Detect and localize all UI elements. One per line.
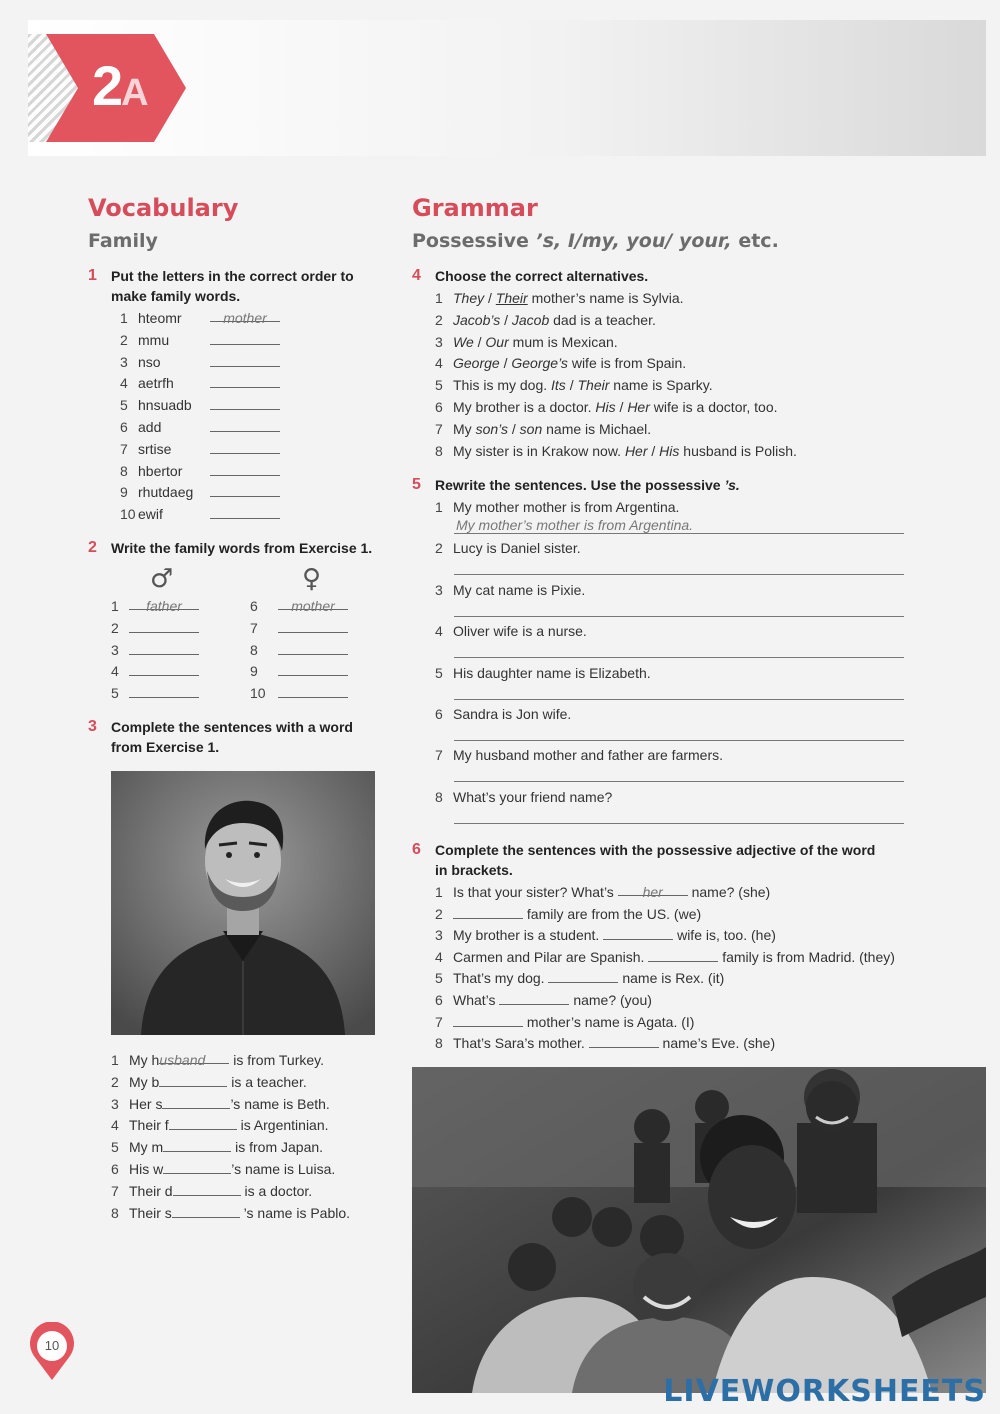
answer-blank[interactable]: her	[618, 882, 688, 896]
sentence-start: My m	[129, 1139, 164, 1156]
ex1-item	[120, 439, 280, 459]
ex3-instruction-line2: from Exercise 1.	[111, 739, 220, 755]
item-number: 3	[435, 582, 443, 598]
option-separator: /	[473, 333, 486, 350]
item-number: 5	[111, 1139, 119, 1156]
answer-blank[interactable]	[169, 1116, 237, 1130]
ex5-item	[435, 745, 723, 765]
item-number: 4	[435, 948, 443, 965]
sentence-text: My cat name is Pixie.	[453, 582, 586, 598]
answer-line[interactable]	[454, 806, 904, 824]
answer-blank[interactable]	[210, 462, 280, 476]
sentence-text: His daughter name is Elizabeth.	[453, 665, 651, 681]
item-number: 3	[435, 333, 443, 350]
sentence-start: Her s	[129, 1095, 163, 1112]
sentence-start: Their d	[129, 1182, 173, 1199]
grammar-subtitle-part2: ’s, I/	[535, 230, 582, 252]
ex5-item	[435, 580, 585, 600]
unit-label	[92, 54, 147, 117]
ex2-male-item	[111, 596, 199, 616]
ex3-item	[111, 1137, 323, 1157]
ex1-item	[120, 308, 280, 328]
ex2-male-item	[111, 618, 199, 638]
vocabulary-subtitle: Family	[88, 230, 158, 252]
ex6-item	[435, 1033, 775, 1053]
ex4-instruction: Choose the correct alternatives.	[435, 268, 649, 284]
scrambled-word: hnsuadb	[138, 397, 192, 414]
female-icon: ♀	[302, 564, 322, 594]
item-number: 9	[250, 663, 258, 680]
scrambled-word: hbertor	[138, 462, 183, 479]
sentence-end: is from Turkey.	[229, 1052, 324, 1068]
sentence-end: is a teacher.	[227, 1073, 307, 1090]
ex6-item	[435, 990, 652, 1010]
option-a[interactable]: We	[453, 333, 474, 350]
sentence-end: mother’s name is Sylvia.	[527, 290, 684, 306]
item-number: 6	[120, 419, 128, 435]
ex2-female-item	[250, 661, 348, 681]
option-separator: /	[484, 290, 496, 306]
sentence-end: mother’s name is Agata. (I)	[523, 1013, 695, 1030]
item-number: 3	[435, 927, 443, 944]
family-photo	[412, 1067, 986, 1393]
sentence-end: wife is, too. (he)	[673, 927, 776, 944]
item-number: 6	[435, 706, 443, 722]
scrambled-word: nso	[138, 353, 161, 370]
ex2-female-item	[250, 640, 348, 660]
sentence-end: family is from Madrid. (they)	[718, 948, 895, 965]
sentence-end: ’s name is Luisa.	[231, 1161, 336, 1177]
sentence-end: name is Michael.	[542, 420, 652, 437]
ex3-item	[111, 1050, 324, 1070]
answer-blank[interactable]	[163, 1138, 231, 1152]
answer-line[interactable]	[454, 764, 904, 782]
option-a[interactable]: Its	[551, 377, 566, 394]
item-number: 8	[120, 462, 128, 479]
vocabulary-title: Vocabulary	[88, 194, 239, 222]
ex1-item	[120, 482, 280, 502]
answer-line[interactable]	[454, 723, 904, 741]
unit-number: 2	[92, 54, 122, 117]
sentence-end: husband is Polish.	[679, 442, 797, 459]
item-number: 2	[120, 331, 128, 348]
sentence-end: is from Japan.	[231, 1139, 324, 1156]
ex4-number: 4	[412, 267, 421, 284]
option-b[interactable]: Their	[577, 377, 610, 394]
answer-blank[interactable]	[129, 619, 199, 633]
sentence-end: wife is from Spain.	[567, 355, 687, 372]
sentence-end: name’s Eve. (she)	[658, 1035, 776, 1052]
answer-blank[interactable]: father	[129, 596, 199, 610]
watermark-logo: LIVEWORKSHEETS	[663, 1374, 986, 1409]
answer-line[interactable]	[454, 557, 904, 575]
item-number: 9	[120, 484, 128, 501]
ex4-item	[435, 397, 778, 417]
ex5-instruction	[435, 475, 740, 495]
sentence-start: Their f	[129, 1117, 169, 1134]
answer-blank[interactable]	[172, 1204, 240, 1218]
unit-letter: A	[121, 72, 147, 114]
sentence-end: mum is Mexican.	[508, 333, 618, 350]
ex3-item	[111, 1094, 330, 1114]
item-number: 8	[435, 442, 443, 459]
sentence-text: Lucy is Daniel sister.	[453, 540, 581, 556]
sentence-start: His w	[129, 1161, 164, 1177]
grammar-subtitle-part3: my, you/	[581, 230, 673, 252]
item-number: 4	[120, 375, 128, 392]
item-number: 4	[435, 623, 443, 639]
sentence-end: name? (you)	[569, 992, 652, 1008]
item-number: 4	[111, 1117, 119, 1134]
item-number: 5	[435, 970, 443, 987]
grammar-title: Grammar	[412, 194, 538, 222]
answer-line[interactable]	[454, 599, 904, 617]
answer-blank[interactable]	[453, 1013, 523, 1027]
ex2-female-item	[250, 683, 348, 703]
answer-blank[interactable]	[129, 684, 199, 698]
item-number: 2	[435, 905, 443, 922]
sentence-text: Oliver wife is a nurse.	[453, 623, 587, 639]
ex2-instruction: Write the family words from Exercise 1.	[111, 540, 373, 556]
item-number: 7	[111, 1182, 119, 1199]
sentence-start: Is that your sister? What’s	[453, 884, 618, 900]
sentence-start: My h	[129, 1052, 160, 1068]
answer-line[interactable]: My mother’s mother is from Argentina.	[454, 516, 904, 534]
answer-line[interactable]	[454, 682, 904, 700]
ex5-instruction-suffix: ’s.	[724, 477, 740, 493]
option-a[interactable]: They	[453, 290, 485, 306]
sentence-end: name? (she)	[687, 884, 771, 900]
ex3-item	[111, 1115, 329, 1135]
option-b[interactable]: Their	[495, 290, 528, 306]
ex5-item	[435, 663, 651, 683]
ex3-item	[111, 1072, 307, 1092]
ex2-number: 2	[88, 539, 97, 556]
sentence-end: ’s name is Beth.	[230, 1095, 330, 1112]
scrambled-word: add	[138, 419, 162, 435]
item-number: 7	[435, 1013, 443, 1030]
option-b[interactable]: His	[659, 442, 680, 459]
ex3-item	[111, 1181, 312, 1201]
item-number: 2	[111, 619, 119, 636]
man-photo	[111, 771, 375, 1035]
ex2-female-item	[250, 596, 348, 616]
ex2-male-item	[111, 640, 199, 660]
answer-blank[interactable]	[499, 991, 569, 1005]
answer-blank[interactable]	[163, 1160, 231, 1174]
ex5-item	[435, 538, 581, 558]
scrambled-word: mmu	[138, 331, 170, 348]
sentence-start: My	[453, 420, 476, 437]
scrambled-word: ewif	[138, 506, 163, 523]
item-number: 6	[435, 992, 443, 1008]
option-a[interactable]: His	[595, 399, 616, 415]
item-number: 5	[435, 377, 443, 394]
ex1-item	[120, 461, 280, 481]
option-a[interactable]: Jacob’s	[453, 311, 501, 328]
option-separator: /	[565, 377, 578, 394]
ex5-item	[435, 497, 679, 517]
answer-blank[interactable]	[210, 418, 280, 432]
sentence-start: What’s	[453, 992, 500, 1008]
option-a[interactable]: George	[453, 355, 500, 372]
sentence-text: My mother mother is from Argentina.	[453, 499, 680, 515]
sentence-start: My brother is a student.	[453, 927, 604, 944]
answer-blank[interactable]	[278, 619, 348, 633]
ex2-female-item	[250, 618, 348, 638]
ex1-instruction: Put the letters in the correct order to make family words.	[111, 268, 354, 304]
item-number: 5	[120, 397, 128, 414]
sentence-end: name is Rex. (it)	[618, 970, 725, 987]
grammar-subtitle	[412, 232, 779, 251]
ex2-male-item	[111, 683, 199, 703]
item-number: 4	[111, 663, 119, 680]
ex3-instruction-line1: Complete the sentences with a word	[111, 719, 353, 735]
item-number: 6	[111, 1161, 119, 1177]
option-b[interactable]: Jacob	[511, 311, 550, 328]
item-number: 7	[250, 619, 258, 636]
option-a[interactable]: son’s	[475, 420, 508, 437]
ex6-instruction-line2: in brackets.	[435, 862, 513, 878]
item-number: 2	[111, 1073, 119, 1090]
sentence-end: dad is a teacher.	[549, 311, 656, 328]
sentence-start: Carmen and Pilar are Spanish.	[453, 948, 649, 965]
option-b[interactable]: Our	[485, 333, 509, 350]
ex1-item	[120, 352, 280, 372]
option-separator: /	[499, 355, 512, 372]
answer-blank[interactable]: usband	[159, 1050, 229, 1064]
ex2-male-item	[111, 661, 199, 681]
item-number: 6	[435, 399, 443, 415]
item-number: 1	[111, 598, 119, 614]
item-number: 1	[435, 499, 443, 515]
item-number: 1	[435, 884, 443, 900]
item-number: 10	[250, 685, 266, 702]
grammar-subtitle-part1: Possessive	[412, 230, 536, 252]
sentence-start: Their s	[129, 1204, 172, 1221]
ex4-item	[435, 353, 686, 373]
ex6-item	[435, 947, 895, 967]
option-separator: /	[508, 420, 520, 437]
ex3-item	[111, 1159, 335, 1179]
option-separator: /	[647, 442, 660, 459]
scrambled-word: hteomr	[138, 310, 182, 326]
item-number: 8	[250, 641, 258, 658]
ex5-item	[435, 704, 571, 724]
answer-blank[interactable]	[210, 483, 280, 497]
sentence-text: What’s your friend name?	[453, 789, 613, 805]
item-number: 8	[435, 1035, 443, 1052]
sentence-start: This is my dog.	[453, 377, 552, 394]
ex3-item	[111, 1203, 350, 1223]
ex1-item	[120, 395, 280, 415]
answer-blank[interactable]	[278, 662, 348, 676]
answer-blank[interactable]	[162, 1095, 230, 1109]
answer-blank[interactable]: mother	[210, 308, 280, 322]
ex4-item	[435, 441, 797, 461]
ex6-item	[435, 904, 701, 924]
male-icon: ♂	[150, 564, 174, 594]
grammar-subtitle-part5: etc.	[731, 230, 779, 252]
sentence-end: ’s name is Pablo.	[239, 1204, 351, 1221]
item-number: 5	[435, 665, 443, 681]
item-number: 7	[435, 747, 443, 763]
sentence-text: My husband mother and father are farmers.	[453, 747, 724, 763]
sentence-start: My sister is in Krakow now.	[453, 442, 625, 459]
ex6-item	[435, 925, 776, 945]
grammar-subtitle-part4: your,	[678, 230, 732, 252]
ex6-instruction-line1: Complete the sentences with the possessive adjective of the word	[435, 842, 876, 858]
ex1-number: 1	[88, 267, 97, 284]
item-number: 7	[435, 420, 443, 437]
sentence-start: My b	[129, 1073, 160, 1090]
answer-blank[interactable]	[210, 440, 280, 454]
ex5-item	[435, 621, 587, 641]
answer-blank[interactable]	[278, 641, 348, 655]
scrambled-word: srtise	[138, 440, 172, 457]
answer-blank[interactable]	[129, 662, 199, 676]
ex1-item	[120, 417, 280, 437]
ex6-item	[435, 882, 770, 902]
answer-blank[interactable]	[278, 684, 348, 698]
answer-line[interactable]	[454, 640, 904, 658]
item-number: 7	[120, 440, 128, 457]
answer-blank[interactable]	[453, 905, 523, 919]
sentence-end: name is Sparky.	[609, 377, 713, 394]
ex6-item	[435, 968, 724, 988]
item-number: 3	[111, 1095, 119, 1112]
sentence-end: is Argentinian.	[236, 1117, 329, 1134]
sentence-start: My brother is a doctor.	[453, 399, 596, 415]
ex6-item	[435, 1012, 694, 1032]
answer-blank[interactable]	[589, 1034, 659, 1048]
item-number: 1	[120, 310, 128, 326]
answer-blank[interactable]	[210, 505, 280, 519]
sentence-start: That’s Sara’s mother.	[453, 1035, 589, 1052]
ex5-instruction-text: Rewrite the sentences. Use the possessive	[435, 477, 725, 493]
sentence-end: family are from the US. (we)	[523, 905, 702, 922]
item-number: 8	[435, 789, 443, 805]
answer-blank[interactable]	[548, 969, 618, 983]
ex1-item	[120, 373, 280, 393]
item-number: 2	[435, 311, 443, 328]
ex6-number: 6	[412, 841, 421, 858]
ex4-item	[435, 332, 618, 352]
ex5-item	[435, 787, 612, 807]
ex4-item	[435, 288, 684, 308]
ex1-item	[120, 504, 280, 524]
ex4-item	[435, 419, 651, 439]
item-number: 1	[111, 1052, 119, 1068]
sentence-start: That’s my dog.	[453, 970, 549, 987]
sentence-end: is a doctor.	[240, 1182, 313, 1199]
option-b[interactable]: son	[519, 420, 543, 437]
ex4-item	[435, 375, 713, 395]
answer-blank[interactable]	[159, 1073, 227, 1087]
answer-blank[interactable]	[603, 926, 673, 940]
item-number: 3	[120, 353, 128, 370]
option-a[interactable]: Her	[624, 442, 648, 459]
answer-blank[interactable]: mother	[278, 596, 348, 610]
scrambled-word: rhutdaeg	[138, 484, 194, 501]
page-number: 10	[44, 1338, 60, 1353]
answer-blank[interactable]	[173, 1182, 241, 1196]
answer-blank[interactable]	[210, 374, 280, 388]
answer-blank[interactable]	[129, 641, 199, 655]
answer-blank[interactable]	[210, 396, 280, 410]
item-number: 3	[111, 641, 119, 658]
scrambled-word: aetrfh	[138, 375, 174, 392]
item-number: 5	[111, 685, 119, 702]
item-number: 1	[435, 290, 443, 306]
answer-blank[interactable]	[210, 353, 280, 367]
option-b[interactable]: Her	[627, 399, 650, 415]
option-b[interactable]: George’s	[511, 355, 568, 372]
ex4-item	[435, 310, 656, 330]
option-separator: /	[500, 311, 512, 328]
item-number: 4	[435, 355, 443, 372]
item-number: 2	[435, 540, 443, 556]
answer-blank[interactable]	[210, 331, 280, 345]
option-separator: /	[615, 399, 628, 415]
ex1-item	[120, 330, 280, 350]
item-number: 6	[250, 598, 258, 614]
ex3-number: 3	[88, 718, 97, 735]
item-number: 10	[120, 506, 136, 523]
item-number: 8	[111, 1204, 119, 1221]
sentence-text: Sandra is Jon wife.	[453, 706, 572, 722]
answer-blank[interactable]	[648, 948, 718, 962]
sentence-end: wife is a doctor, too.	[649, 399, 778, 415]
ex5-number: 5	[412, 476, 421, 493]
